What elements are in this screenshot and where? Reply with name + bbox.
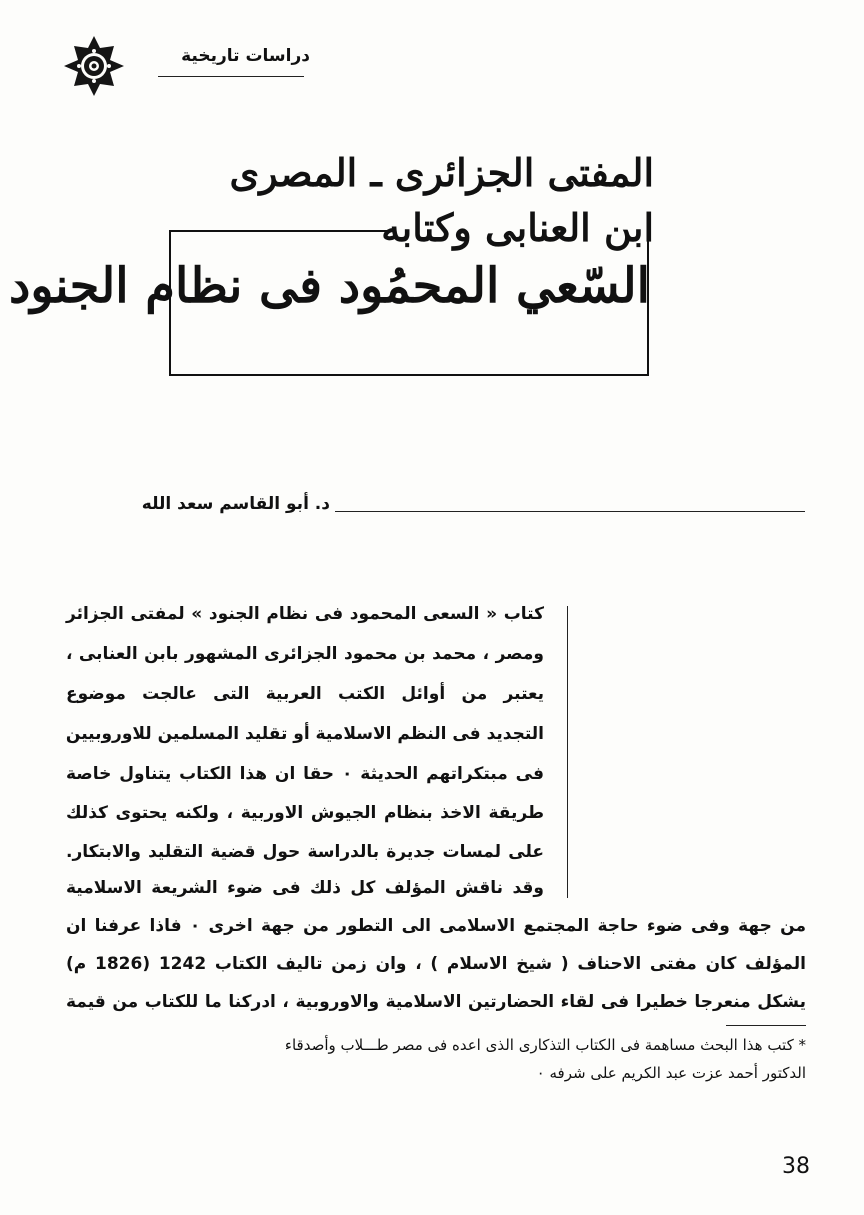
footnote-line-2: الدكتور أحمد عزت عبد الكريم على شرفه ٠ bbox=[536, 1064, 806, 1082]
body-line: وقد ناقش المؤلف كل ذلك فى ضوء الشريعة الاسلامية bbox=[66, 878, 544, 898]
body-line: المؤلف كان مفتى الاحناف ( شيخ الاسلام ) ، وان زمن تاليف الكتاب 1242 (1826 م) bbox=[66, 954, 806, 974]
body-line: من جهة وفى ضوء حاجة المجتمع الاسلامى الى التطور من جهة اخرى ٠ فاذا عرفنا ان bbox=[66, 916, 806, 936]
body-line: على لمسات جديرة بالدراسة حول قضية التقليد والابتكار. bbox=[66, 842, 544, 862]
body-line: فى مبتكراتهم الحديثة ٠ حقا ان هذا الكتاب يتناول خاصة bbox=[66, 764, 544, 784]
title-line-1: المفتى الجزائرى ـ المصرى bbox=[229, 150, 654, 195]
ornament-icon bbox=[62, 34, 126, 98]
body-line: يشكل منعرجا خطيرا فى لقاء الحضارتين الاسلامية والاوروبية ، ادركنا ما للكتاب من قيمة bbox=[66, 992, 806, 1012]
author-name: د. أبو القاسم سعد الله bbox=[141, 494, 330, 514]
body-line: كتاب « السعى المحمود فى نظام الجنود » لمفتى الجزائر bbox=[66, 604, 544, 624]
body-line: طريقة الاخذ بنظام الجيوش الاوربية ، ولكنه يحتوى كذلك bbox=[66, 803, 544, 823]
section-title-underline bbox=[158, 76, 304, 77]
footnote-rule bbox=[726, 1025, 806, 1026]
footnote-line-1: * كتب هذا البحث مساهمة فى الكتاب التذكارى الذى اعده فى مصر طـــلاب وأصدقاء bbox=[284, 1036, 806, 1054]
title-line-3: السّعي المحمُود فى نظام الجنود bbox=[8, 258, 650, 314]
body-line: التجديد فى النظم الاسلامية أو تقليد المسلمين للاوروبيين bbox=[65, 724, 544, 744]
body-line: يعتبر من أوائل الكتب العربية التى عالجت موضوع bbox=[66, 684, 544, 704]
column-rule bbox=[567, 606, 568, 898]
section-title: دراسات تاريخية bbox=[181, 46, 310, 66]
title-line-2: ابن العنابى وكتابه bbox=[381, 205, 654, 250]
page-number: 38 bbox=[782, 1154, 810, 1179]
body-line: ومصر ، محمد بن محمود الجزائرى المشهور بابن العنابى ، bbox=[66, 644, 544, 664]
author-rule bbox=[335, 511, 805, 512]
title-frame-top-rule bbox=[169, 230, 389, 232]
